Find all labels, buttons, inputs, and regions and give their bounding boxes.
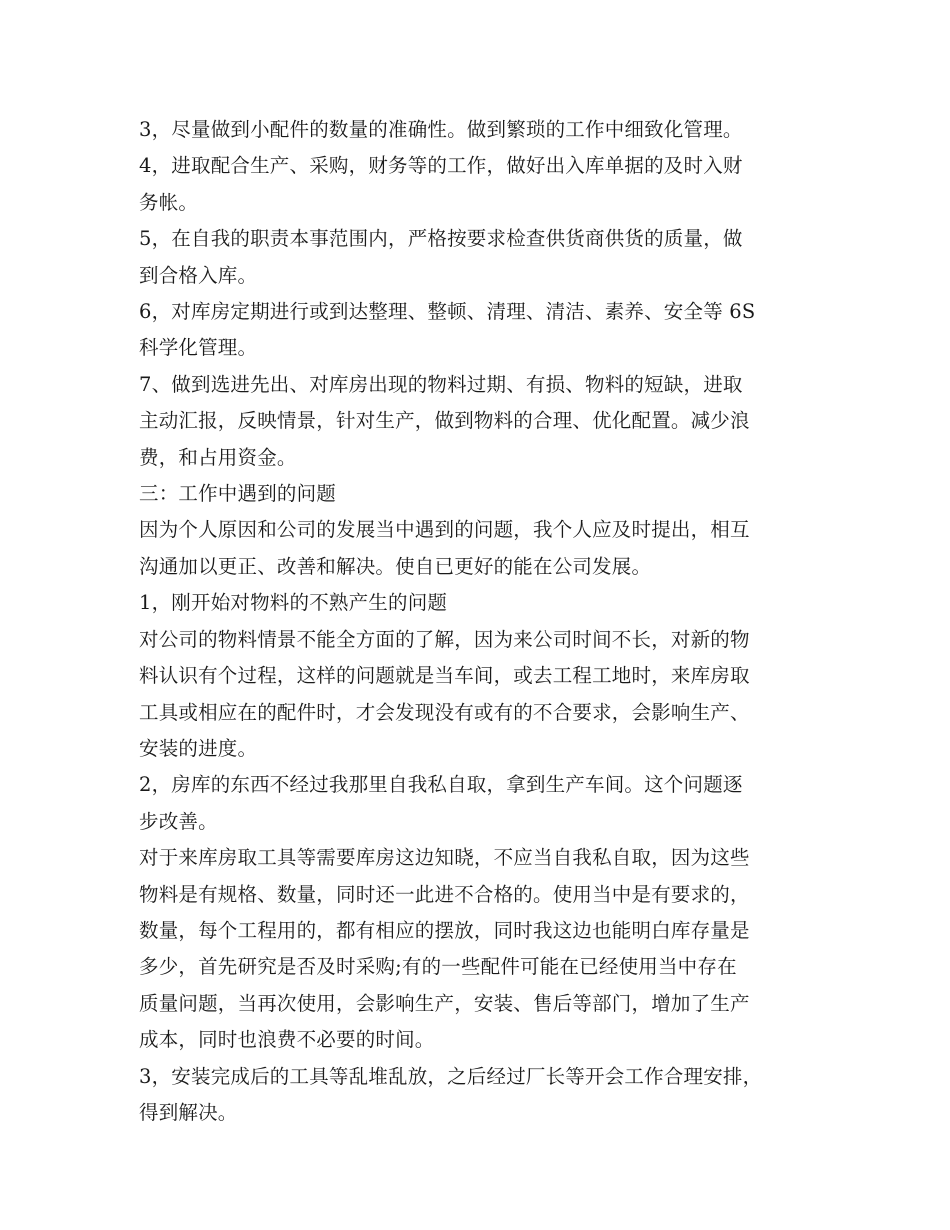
text-line: 3，安装完成后的工具等乱堆乱放，之后经过厂长等开会工作合理安排， <box>139 1064 763 1088</box>
paragraph-item-3 <box>139 112 829 148</box>
issue-body-1 <box>139 622 829 768</box>
text-line: 到合格入库。 <box>139 263 258 287</box>
text-line: 成本，同时也浪费不必要的时间。 <box>139 1028 435 1052</box>
text-line: 费，和占用资金。 <box>139 445 297 469</box>
text-line: 4，进取配合生产、采购，财务等的工作，做好出入库单据的及时入财 <box>139 154 743 178</box>
text-line: 7、做到选进先出、对库房出现的物料过期、有损、物料的短缺，进取 <box>139 372 743 396</box>
paragraph-item-5 <box>139 221 829 294</box>
text-line: 对公司的物料情景不能全方面的了解，因为来公司时间不长，对新的物 <box>139 627 750 651</box>
issue-heading-2 <box>139 767 829 840</box>
text-line: 工具或相应在的配件时，才会发现没有或有的不合要求，会影响生产、 <box>139 700 750 724</box>
document-page <box>139 112 829 1131</box>
text-line: 3，尽量做到小配件的数量的准确性。做到繁琐的工作中细致化管理。 <box>139 118 743 141</box>
text-line: 6，对库房定期进行或到达整理、整顿、清理、清洁、素养、安全等 6S <box>139 300 756 324</box>
text-line: 5，在自我的职责本事范围内，严格按要求检查供货商供货的质量，做 <box>139 227 743 251</box>
text-line: 安装的进度。 <box>139 736 258 760</box>
text-line: 数量，每个工程用的，都有相应的摆放，同时我这边也能明白库存量是 <box>139 918 750 942</box>
text-line: 三：工作中遇到的问题 <box>139 482 337 506</box>
text-line: 得到解决。 <box>139 1100 238 1124</box>
text-line: 务帐。 <box>139 190 199 214</box>
section-intro-paragraph <box>139 512 829 585</box>
text-line: 科学化管理。 <box>139 336 258 360</box>
paragraph-item-6 <box>139 294 829 367</box>
text-line: 步改善。 <box>139 809 218 833</box>
text-line: 物料是有规格、数量，同时还一此进不合格的。使用当中是有要求的， <box>139 882 750 906</box>
text-line: 对于来库房取工具等需要库房这边知晓，不应当自我私自取，因为这些 <box>139 846 750 870</box>
text-line: 沟通加以更正、改善和解决。使自已更好的能在公司发展。 <box>139 554 652 578</box>
text-line: 因为个人原因和公司的发展当中遇到的问题，我个人应及时提出，相互 <box>139 518 750 542</box>
issue-heading-3 <box>139 1059 829 1132</box>
text-line: 多少，首先研究是否及时采购;有的一些配件可能在已经使用当中存在 <box>139 955 737 979</box>
paragraph-item-7 <box>139 367 829 476</box>
paragraph-item-4 <box>139 148 829 221</box>
text-line: 1，刚开始对物料的不熟产生的问题 <box>139 591 448 615</box>
section-heading <box>139 476 829 512</box>
issue-heading-1 <box>139 585 829 621</box>
issue-body-2 <box>139 840 829 1058</box>
text-line: 质量问题，当再次使用，会影响生产，安装、售后等部门，增加了生产 <box>139 991 750 1015</box>
text-line: 料认识有个过程，这样的问题就是当车间，或去工程工地时，来库房取 <box>139 664 750 688</box>
text-line: 主动汇报，反映情景，针对生产，做到物料的合理、优化配置。减少浪 <box>139 409 750 433</box>
text-line: 2，房库的东西不经过我那里自我私自取，拿到生产车间。这个问题逐 <box>139 773 743 797</box>
